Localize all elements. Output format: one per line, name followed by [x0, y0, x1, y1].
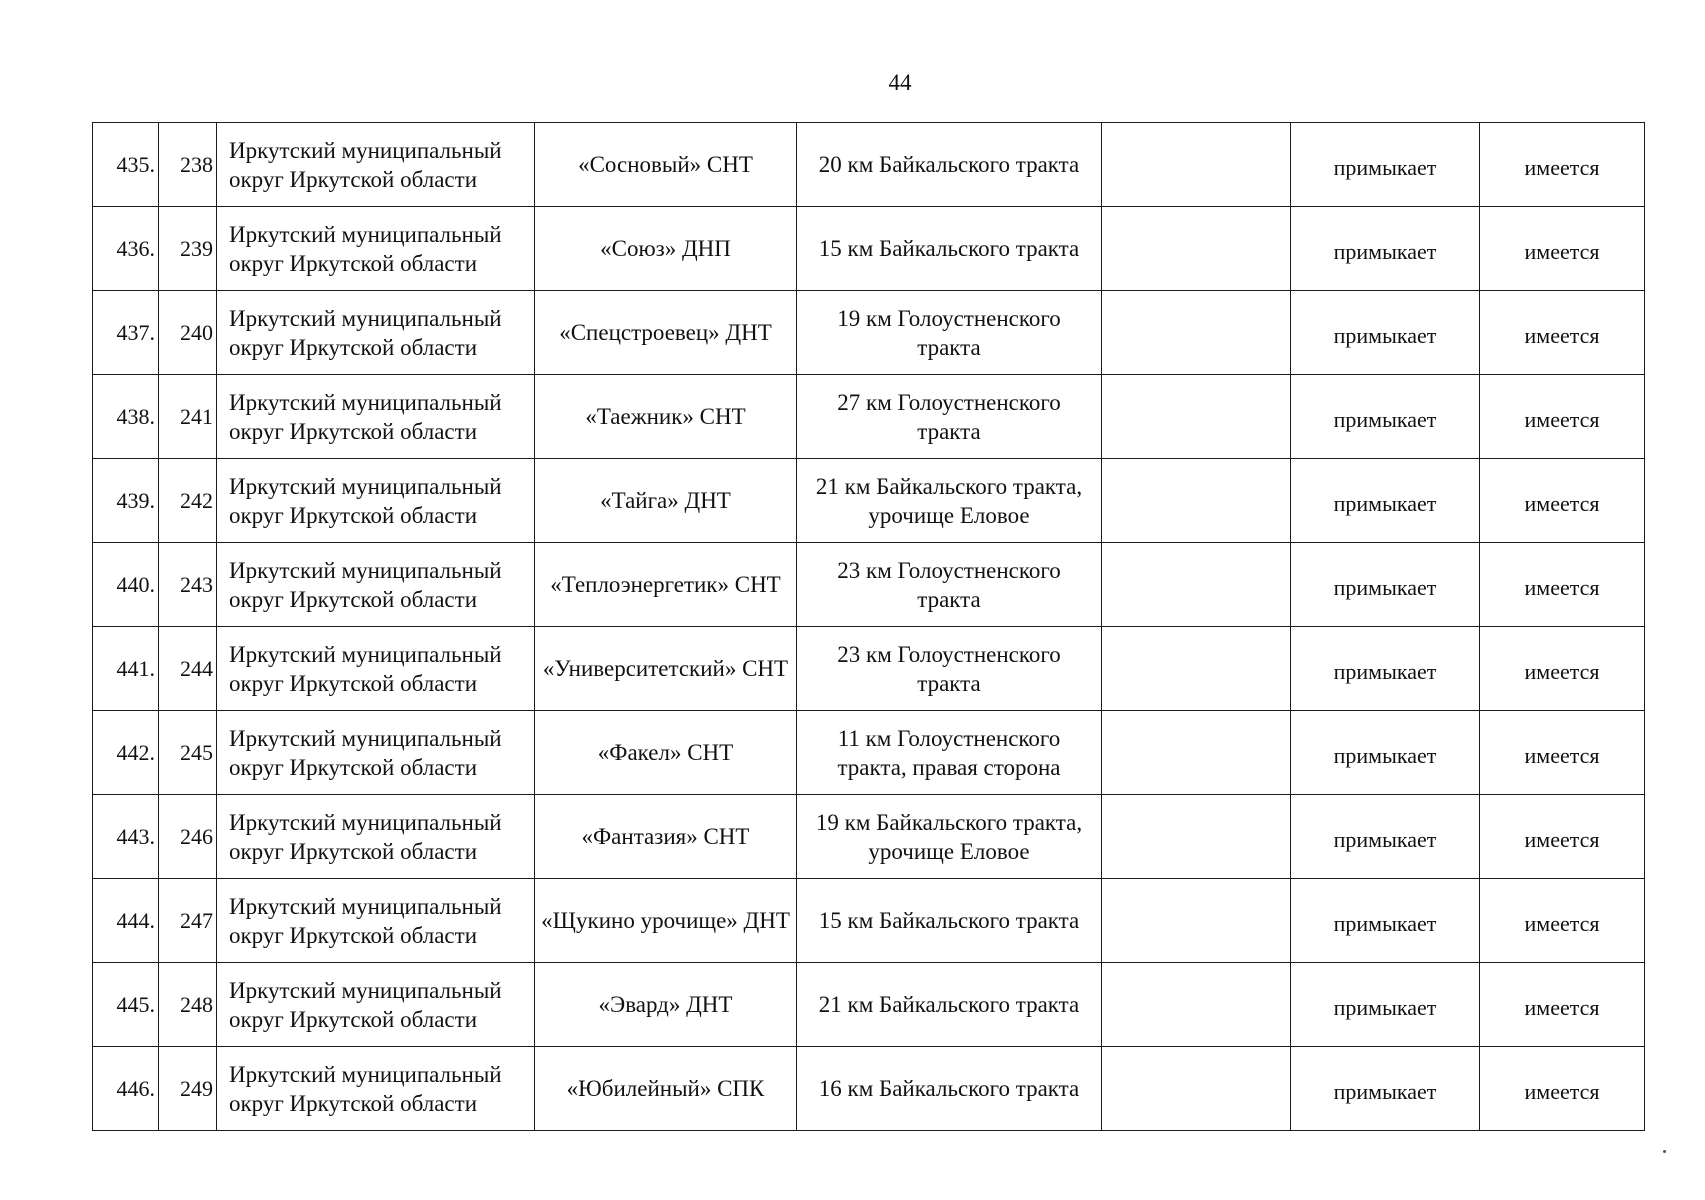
- empty-column-cell: [1102, 375, 1291, 459]
- settlement-name-cell: «Факел» СНТ: [535, 711, 797, 795]
- availability-cell: имеется: [1480, 627, 1645, 711]
- settlement-name-cell: «Спецстроевец» ДНТ: [535, 291, 797, 375]
- scan-speck: [1663, 1150, 1666, 1153]
- settlement-name-cell: «Юбилейный» СПК: [535, 1047, 797, 1131]
- municipal-area-cell: Иркутский муниципальный округ Иркутской области: [217, 375, 535, 459]
- availability-cell: имеется: [1480, 543, 1645, 627]
- settlement-name-cell: «Теплоэнергетик» СНТ: [535, 543, 797, 627]
- availability-cell: имеется: [1480, 795, 1645, 879]
- municipal-area-cell: Иркутский муниципальный округ Иркутской области: [217, 795, 535, 879]
- adjacency-status-cell: примыкает: [1291, 627, 1480, 711]
- empty-column-cell: [1102, 963, 1291, 1047]
- settlement-name-cell: «Таежник» СНТ: [535, 375, 797, 459]
- location-cell: 21 км Байкальского тракта, урочище Еловое: [797, 459, 1102, 543]
- empty-column-cell: [1102, 459, 1291, 543]
- row-number-cell: 438.: [93, 375, 159, 459]
- adjacency-status-cell: примыкает: [1291, 291, 1480, 375]
- empty-column-cell: [1102, 1047, 1291, 1131]
- table-body: [93, 123, 1645, 1131]
- location-cell: 15 км Байкальского тракта: [797, 207, 1102, 291]
- adjacency-status-cell: примыкает: [1291, 879, 1480, 963]
- settlements-table: [92, 122, 1645, 1131]
- sub-number-cell: 238: [159, 123, 217, 207]
- municipal-area-cell: Иркутский муниципальный округ Иркутской области: [217, 123, 535, 207]
- empty-column-cell: [1102, 291, 1291, 375]
- municipal-area-cell: Иркутский муниципальный округ Иркутской области: [217, 963, 535, 1047]
- table-row: [93, 543, 1645, 627]
- municipal-area-cell: Иркутский муниципальный округ Иркутской области: [217, 543, 535, 627]
- availability-cell: имеется: [1480, 963, 1645, 1047]
- table-row: [93, 459, 1645, 543]
- adjacency-status-cell: примыкает: [1291, 543, 1480, 627]
- settlement-name-cell: «Союз» ДНП: [535, 207, 797, 291]
- adjacency-status-cell: примыкает: [1291, 795, 1480, 879]
- table-row: [93, 123, 1645, 207]
- empty-column-cell: [1102, 207, 1291, 291]
- table-row: [93, 795, 1645, 879]
- location-cell: 15 км Байкальского тракта: [797, 879, 1102, 963]
- empty-column-cell: [1102, 543, 1291, 627]
- availability-cell: имеется: [1480, 123, 1645, 207]
- availability-cell: имеется: [1480, 375, 1645, 459]
- settlement-name-cell: «Щукино урочище» ДНТ: [535, 879, 797, 963]
- settlement-name-cell: «Университетский» СНТ: [535, 627, 797, 711]
- table-row: [93, 375, 1645, 459]
- municipal-area-cell: Иркутский муниципальный округ Иркутской области: [217, 1047, 535, 1131]
- municipal-area-cell: Иркутский муниципальный округ Иркутской области: [217, 459, 535, 543]
- row-number-cell: 442.: [93, 711, 159, 795]
- location-cell: 16 км Байкальского тракта: [797, 1047, 1102, 1131]
- adjacency-status-cell: примыкает: [1291, 123, 1480, 207]
- adjacency-status-cell: примыкает: [1291, 375, 1480, 459]
- sub-number-cell: 249: [159, 1047, 217, 1131]
- adjacency-status-cell: примыкает: [1291, 207, 1480, 291]
- municipal-area-cell: Иркутский муниципальный округ Иркутской области: [217, 291, 535, 375]
- location-cell: 23 км Голоустненского тракта: [797, 543, 1102, 627]
- row-number-cell: 444.: [93, 879, 159, 963]
- municipal-area-cell: Иркутский муниципальный округ Иркутской области: [217, 711, 535, 795]
- settlement-name-cell: «Сосновый» СНТ: [535, 123, 797, 207]
- settlement-name-cell: «Тайга» ДНТ: [535, 459, 797, 543]
- table-row: [93, 879, 1645, 963]
- empty-column-cell: [1102, 795, 1291, 879]
- table-row: [93, 963, 1645, 1047]
- availability-cell: имеется: [1480, 291, 1645, 375]
- sub-number-cell: 241: [159, 375, 217, 459]
- empty-column-cell: [1102, 879, 1291, 963]
- table-row: [93, 291, 1645, 375]
- location-cell: 19 км Байкальского тракта, урочище Еловое: [797, 795, 1102, 879]
- table-row: [93, 711, 1645, 795]
- row-number-cell: 443.: [93, 795, 159, 879]
- empty-column-cell: [1102, 711, 1291, 795]
- availability-cell: имеется: [1480, 879, 1645, 963]
- location-cell: 23 км Голоустненского тракта: [797, 627, 1102, 711]
- sub-number-cell: 240: [159, 291, 217, 375]
- location-cell: 19 км Голоустненского тракта: [797, 291, 1102, 375]
- row-number-cell: 437.: [93, 291, 159, 375]
- sub-number-cell: 239: [159, 207, 217, 291]
- sub-number-cell: 247: [159, 879, 217, 963]
- empty-column-cell: [1102, 123, 1291, 207]
- location-cell: 20 км Байкальского тракта: [797, 123, 1102, 207]
- row-number-cell: 435.: [93, 123, 159, 207]
- settlement-name-cell: «Фантазия» СНТ: [535, 795, 797, 879]
- availability-cell: имеется: [1480, 207, 1645, 291]
- row-number-cell: 440.: [93, 543, 159, 627]
- settlement-name-cell: «Эвард» ДНТ: [535, 963, 797, 1047]
- adjacency-status-cell: примыкает: [1291, 459, 1480, 543]
- page-number: 44: [888, 70, 912, 95]
- sub-number-cell: 248: [159, 963, 217, 1047]
- location-cell: 21 км Байкальского тракта: [797, 963, 1102, 1047]
- sub-number-cell: 242: [159, 459, 217, 543]
- row-number-cell: 441.: [93, 627, 159, 711]
- row-number-cell: 439.: [93, 459, 159, 543]
- sub-number-cell: 243: [159, 543, 217, 627]
- municipal-area-cell: Иркутский муниципальный округ Иркутской области: [217, 627, 535, 711]
- sub-number-cell: 246: [159, 795, 217, 879]
- sub-number-cell: 245: [159, 711, 217, 795]
- availability-cell: имеется: [1480, 459, 1645, 543]
- table-row: [93, 207, 1645, 291]
- availability-cell: имеется: [1480, 1047, 1645, 1131]
- availability-cell: имеется: [1480, 711, 1645, 795]
- location-cell: 27 км Голоустненского тракта: [797, 375, 1102, 459]
- adjacency-status-cell: примыкает: [1291, 963, 1480, 1047]
- adjacency-status-cell: примыкает: [1291, 1047, 1480, 1131]
- table-row: [93, 627, 1645, 711]
- municipal-area-cell: Иркутский муниципальный округ Иркутской области: [217, 207, 535, 291]
- empty-column-cell: [1102, 627, 1291, 711]
- adjacency-status-cell: примыкает: [1291, 711, 1480, 795]
- table-row: [93, 1047, 1645, 1131]
- sub-number-cell: 244: [159, 627, 217, 711]
- row-number-cell: 445.: [93, 963, 159, 1047]
- municipal-area-cell: Иркутский муниципальный округ Иркутской области: [217, 879, 535, 963]
- location-cell: 11 км Голоустненского тракта, правая сторона: [797, 711, 1102, 795]
- row-number-cell: 436.: [93, 207, 159, 291]
- row-number-cell: 446.: [93, 1047, 159, 1131]
